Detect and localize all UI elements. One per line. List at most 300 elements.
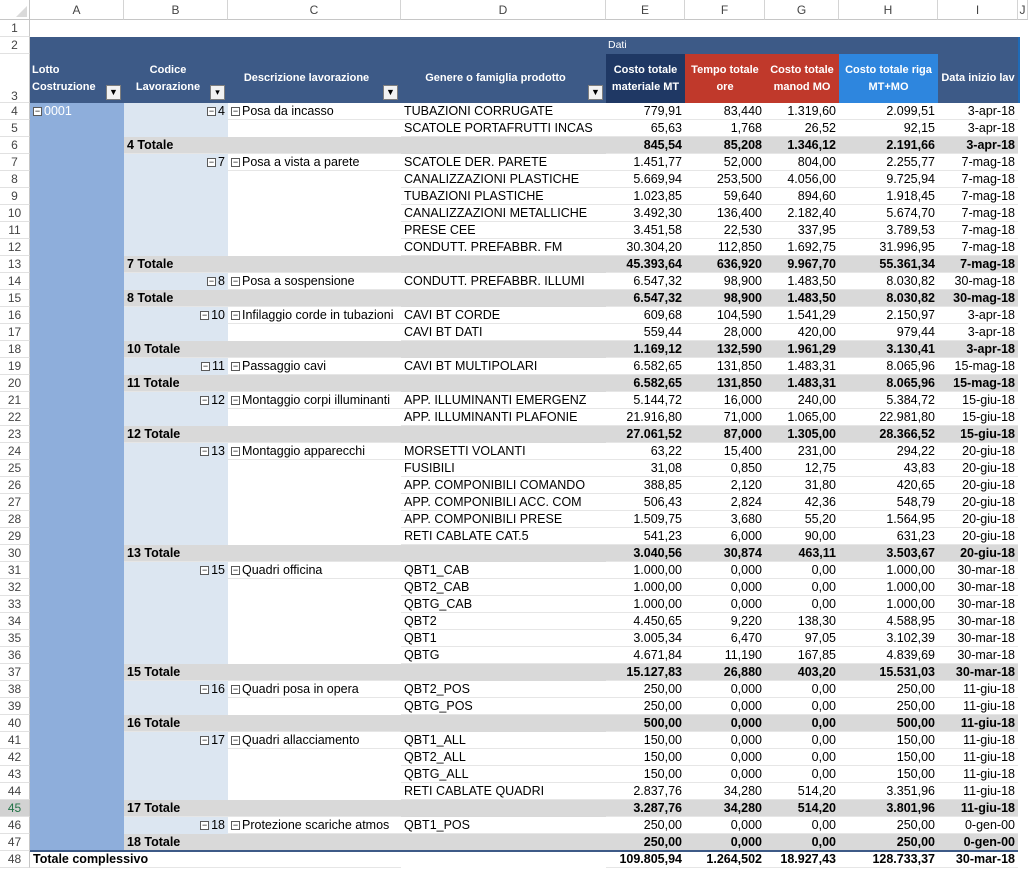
row-header[interactable]: 22: [0, 409, 30, 426]
value-cell-data: 20-giu-18: [938, 443, 1018, 460]
filter-dropdown-icon[interactable]: ▼: [106, 85, 121, 100]
value-cell-mo: 514,20: [765, 800, 839, 817]
value-cell-mo: 0,00: [765, 579, 839, 596]
descrizione-cell: [228, 273, 401, 290]
value-cell-mo: 18.927,43: [765, 851, 839, 868]
value-cell-tempo: 104,590: [685, 307, 765, 324]
row-header[interactable]: 37: [0, 664, 30, 681]
collapse-toggle-icon[interactable]: −: [232, 735, 239, 746]
collapse-toggle-icon[interactable]: −: [201, 446, 208, 457]
value-cell-data: 11-giu-18: [938, 698, 1018, 715]
subtotal-label: 17 Totale: [124, 800, 401, 817]
genere-cell: RETI CABLATE CAT.5: [401, 528, 606, 545]
codice-cell: [124, 817, 228, 834]
value-cell-data: 20-giu-18: [938, 494, 1018, 511]
value-cell-mt: 21.916,80: [606, 409, 685, 426]
row-header[interactable]: 45: [0, 800, 30, 817]
genere-cell: APP. COMPONIBILI PRESE: [401, 511, 606, 528]
active-cell-edge: [1018, 37, 1028, 103]
descrizione-value: Infilaggio corde in tubazioni: [242, 308, 394, 322]
row-header[interactable]: 29: [0, 528, 30, 545]
select-all-corner[interactable]: [0, 0, 30, 20]
value-cell-mo: 0,00: [765, 766, 839, 783]
descrizione-value: Protezione scariche atmos: [242, 818, 390, 832]
value-cell-mt: 3.040,56: [606, 545, 685, 562]
value-cell-mt: 388,85: [606, 477, 685, 494]
value-cell-riga: 5.384,72: [839, 392, 938, 409]
lotto-value: [30, 103, 124, 120]
value-cell-mt: 4.450,65: [606, 613, 685, 630]
row-header[interactable]: 26: [0, 477, 30, 494]
value-cell-data: 3-apr-18: [938, 324, 1018, 341]
value-cell-tempo: 1.264,502: [685, 851, 765, 868]
row-header[interactable]: 12: [0, 239, 30, 256]
row-header[interactable]: 10: [0, 205, 30, 222]
value-cell-tempo: 0,000: [685, 579, 765, 596]
value-cell-mo: 0,00: [765, 834, 839, 851]
value-cell-data: 7-mag-18: [938, 205, 1018, 222]
row-header[interactable]: 20: [0, 375, 30, 392]
value-cell-data: 3-apr-18: [938, 137, 1018, 154]
collapse-toggle-icon[interactable]: −: [201, 684, 208, 695]
header-costo-riga: Costo totale riga MT+MO: [839, 54, 938, 103]
row-header[interactable]: 32: [0, 579, 30, 596]
column-header-g[interactable]: G: [765, 0, 839, 20]
codice-value: 4: [218, 104, 225, 118]
collapse-toggle-icon[interactable]: −: [201, 735, 208, 746]
collapse-toggle-icon[interactable]: −: [208, 106, 215, 117]
genere-cell: QBT1_ALL: [401, 732, 606, 749]
value-cell-data: 11-giu-18: [938, 732, 1018, 749]
value-cell-mt: 250,00: [606, 834, 685, 851]
value-cell-tempo: 0,000: [685, 698, 765, 715]
row-header[interactable]: 35: [0, 630, 30, 647]
codice-cell: [124, 358, 228, 375]
column-header-j[interactable]: J: [1018, 0, 1028, 20]
row-header[interactable]: 28: [0, 511, 30, 528]
value-cell-riga: 3.130,41: [839, 341, 938, 358]
subtotal-label: 7 Totale: [124, 256, 401, 273]
column-header-d[interactable]: D: [401, 0, 606, 20]
genere-cell: QBT2_POS: [401, 681, 606, 698]
collapse-toggle-icon[interactable]: −: [232, 820, 239, 831]
row-header[interactable]: 7: [0, 154, 30, 171]
row-header[interactable]: 15: [0, 290, 30, 307]
genere-cell: CAVI BT DATI: [401, 324, 606, 341]
value-cell-mo: 1.483,31: [765, 358, 839, 375]
descrizione-cell: [228, 562, 401, 579]
lotto-column-fill: [30, 103, 124, 851]
value-cell-mo: 31,80: [765, 477, 839, 494]
dati-label: Dati: [608, 39, 627, 51]
genere-cell: QBT1_POS: [401, 817, 606, 834]
row-header[interactable]: 24: [0, 443, 30, 460]
descrizione-cell: [228, 103, 401, 120]
value-cell-tempo: 131,850: [685, 375, 765, 392]
value-cell-data: 30-mar-18: [938, 596, 1018, 613]
header-tempo: Tempo totale ore: [685, 54, 765, 103]
row-header[interactable]: 2: [0, 37, 30, 54]
value-cell-tempo: 636,920: [685, 256, 765, 273]
row-header[interactable]: 33: [0, 596, 30, 613]
header-data: Data inizio lav: [938, 54, 1018, 103]
row-header[interactable]: 14: [0, 273, 30, 290]
genere-cell: QBT2_CAB: [401, 579, 606, 596]
descrizione-value: Posa a vista a parete: [242, 155, 360, 169]
row-header[interactable]: 11: [0, 222, 30, 239]
codice-value: 11: [212, 359, 225, 373]
row-header[interactable]: 41: [0, 732, 30, 749]
value-cell-mo: 9.967,70: [765, 256, 839, 273]
value-cell-mo: 12,75: [765, 460, 839, 477]
value-cell-tempo: 34,280: [685, 783, 765, 800]
value-cell-riga: 250,00: [839, 834, 938, 851]
genere-cell: MORSETTI VOLANTI: [401, 443, 606, 460]
genere-cell: TUBAZIONI PLASTICHE: [401, 188, 606, 205]
descrizione-value: Passaggio cavi: [242, 359, 327, 373]
codice-cell: [124, 562, 228, 579]
value-cell-tempo: 0,000: [685, 715, 765, 732]
row-header[interactable]: 8: [0, 171, 30, 188]
value-cell-tempo: 6,000: [685, 528, 765, 545]
codice-value: 17: [211, 733, 225, 747]
value-cell-tempo: 253,500: [685, 171, 765, 188]
collapse-toggle-icon[interactable]: −: [208, 276, 215, 287]
column-header-e[interactable]: E: [606, 0, 685, 20]
collapse-toggle-icon[interactable]: −: [232, 106, 239, 117]
value-cell-mo: 0,00: [765, 732, 839, 749]
value-cell-riga: 8.030,82: [839, 273, 938, 290]
value-cell-mt: 6.582,65: [606, 375, 685, 392]
collapse-toggle-icon[interactable]: −: [232, 395, 239, 406]
value-cell-mt: 1.000,00: [606, 579, 685, 596]
column-header-a[interactable]: A: [30, 0, 124, 20]
descrizione-cell: [228, 154, 401, 171]
value-cell-mo: 42,36: [765, 494, 839, 511]
collapse-toggle-icon[interactable]: −: [232, 361, 239, 372]
value-cell-mt: 3.287,76: [606, 800, 685, 817]
value-cell-tempo: 28,000: [685, 324, 765, 341]
value-cell-data: 30-mag-18: [938, 290, 1018, 307]
value-cell-mo: 55,20: [765, 511, 839, 528]
value-cell-mo: 1.692,75: [765, 239, 839, 256]
descrizione-value: Quadri allacciamento: [242, 733, 360, 747]
value-cell-tempo: 52,000: [685, 154, 765, 171]
value-cell-mt: 1.169,12: [606, 341, 685, 358]
sort-dropdown-icon[interactable]: ▾: [210, 85, 225, 100]
genere-cell: QBT1: [401, 630, 606, 647]
value-cell-riga: 4.588,95: [839, 613, 938, 630]
value-cell-mo: 1.319,60: [765, 103, 839, 120]
value-cell-mt: 2.837,76: [606, 783, 685, 800]
value-cell-riga: 150,00: [839, 766, 938, 783]
row-header[interactable]: 47: [0, 834, 30, 851]
value-cell-data: 7-mag-18: [938, 154, 1018, 171]
value-cell-data: 7-mag-18: [938, 222, 1018, 239]
value-cell-mo: 420,00: [765, 324, 839, 341]
value-cell-riga: 8.065,96: [839, 358, 938, 375]
value-cell-data: 20-giu-18: [938, 477, 1018, 494]
codice-value: 13: [211, 444, 225, 458]
value-cell-tempo: 22,530: [685, 222, 765, 239]
value-cell-mo: 1.305,00: [765, 426, 839, 443]
collapse-toggle-icon[interactable]: −: [201, 395, 208, 406]
value-cell-mo: 1.483,31: [765, 375, 839, 392]
value-cell-mt: 150,00: [606, 766, 685, 783]
value-cell-tempo: 59,640: [685, 188, 765, 205]
filter-dropdown-icon[interactable]: ▼: [383, 85, 398, 100]
value-cell-mo: 894,60: [765, 188, 839, 205]
value-cell-riga: 1.000,00: [839, 579, 938, 596]
collapse-toggle-icon[interactable]: −: [232, 684, 239, 695]
value-cell-tempo: 83,440: [685, 103, 765, 120]
value-cell-riga: 8.065,96: [839, 375, 938, 392]
value-cell-mo: 26,52: [765, 120, 839, 137]
collapse-toggle-icon[interactable]: −: [232, 446, 239, 457]
value-cell-mo: 0,00: [765, 749, 839, 766]
collapse-toggle-icon[interactable]: −: [232, 276, 239, 287]
header-descrizione: Descrizione lavorazione: [243, 72, 370, 84]
row-header[interactable]: 36: [0, 647, 30, 664]
row-header[interactable]: 5: [0, 120, 30, 137]
value-cell-mt: 3.451,58: [606, 222, 685, 239]
value-cell-tempo: 16,000: [685, 392, 765, 409]
row-header[interactable]: 3: [0, 54, 30, 103]
value-cell-riga: 92,15: [839, 120, 938, 137]
value-cell-mo: 1.346,12: [765, 137, 839, 154]
value-cell-data: 30-mar-18: [938, 630, 1018, 647]
value-cell-tempo: 0,000: [685, 766, 765, 783]
row-header[interactable]: 19: [0, 358, 30, 375]
value-cell-mo: 0,00: [765, 681, 839, 698]
value-cell-data: 15-mag-18: [938, 375, 1018, 392]
value-cell-tempo: 0,000: [685, 732, 765, 749]
codice-value: 15: [211, 563, 225, 577]
collapse-toggle-icon[interactable]: −: [232, 565, 239, 576]
row-header[interactable]: 42: [0, 749, 30, 766]
row-header[interactable]: 44: [0, 783, 30, 800]
genere-cell: CONDUTT. PREFABBR. ILLUMI: [401, 273, 606, 290]
value-cell-data: 7-mag-18: [938, 188, 1018, 205]
value-cell-tempo: 9,220: [685, 613, 765, 630]
row-header[interactable]: 30: [0, 545, 30, 562]
codice-value: 7: [218, 155, 225, 169]
row-header[interactable]: 6: [0, 137, 30, 154]
value-cell-riga: 3.503,67: [839, 545, 938, 562]
subtotal-label: 4 Totale: [124, 137, 401, 154]
header-costo-mt: Costo totale materiale MT: [606, 54, 685, 103]
value-cell-riga: 250,00: [839, 817, 938, 834]
value-cell-riga: 5.674,70: [839, 205, 938, 222]
collapse-toggle-icon[interactable]: −: [202, 361, 209, 372]
subtotal-label: 12 Totale: [124, 426, 401, 443]
value-cell-mo: 403,20: [765, 664, 839, 681]
value-cell-data: 3-apr-18: [938, 103, 1018, 120]
value-cell-riga: 9.725,94: [839, 171, 938, 188]
row-header[interactable]: 21: [0, 392, 30, 409]
row-header[interactable]: 23: [0, 426, 30, 443]
value-cell-riga: 150,00: [839, 732, 938, 749]
filter-dropdown-icon[interactable]: ▼: [588, 85, 603, 100]
row-header[interactable]: 27: [0, 494, 30, 511]
collapse-toggle-icon[interactable]: −: [201, 310, 208, 321]
collapse-toggle-icon[interactable]: −: [208, 157, 215, 168]
value-cell-mt: 5.669,94: [606, 171, 685, 188]
value-cell-data: 15-giu-18: [938, 426, 1018, 443]
value-cell-mt: 5.144,72: [606, 392, 685, 409]
subtotal-label: 10 Totale: [124, 341, 401, 358]
value-cell-mo: 0,00: [765, 596, 839, 613]
genere-cell: QBT2_ALL: [401, 749, 606, 766]
row-header[interactable]: 48: [0, 851, 30, 868]
value-cell-data: 30-mar-18: [938, 562, 1018, 579]
value-cell-data: 0-gen-00: [938, 817, 1018, 834]
subtotal-label: 16 Totale: [124, 715, 401, 732]
value-cell-riga: 28.366,52: [839, 426, 938, 443]
row-header[interactable]: 16: [0, 307, 30, 324]
value-cell-tempo: 6,470: [685, 630, 765, 647]
value-cell-riga: 1.000,00: [839, 562, 938, 579]
value-cell-mo: 240,00: [765, 392, 839, 409]
value-cell-data: 11-giu-18: [938, 715, 1018, 732]
header-codice: Codice Lavorazione: [135, 63, 201, 93]
value-cell-riga: 3.789,53: [839, 222, 938, 239]
value-cell-mt: 845,54: [606, 137, 685, 154]
value-cell-data: 7-mag-18: [938, 171, 1018, 188]
genere-cell: APP. COMPONIBILI ACC. COM: [401, 494, 606, 511]
header-genere: Genere o famiglia prodotto: [425, 72, 566, 84]
genere-cell: APP. ILLUMINANTI EMERGENZ: [401, 392, 606, 409]
row-header[interactable]: 13: [0, 256, 30, 273]
column-header-i[interactable]: I: [938, 0, 1018, 20]
value-cell-riga: 128.733,37: [839, 851, 938, 868]
value-cell-mt: 250,00: [606, 817, 685, 834]
value-cell-data: 15-mag-18: [938, 358, 1018, 375]
value-cell-riga: 2.099,51: [839, 103, 938, 120]
value-cell-mt: 27.061,52: [606, 426, 685, 443]
value-cell-tempo: 2,120: [685, 477, 765, 494]
value-cell-mt: 150,00: [606, 749, 685, 766]
value-cell-mt: 1.000,00: [606, 596, 685, 613]
genere-cell: RETI CABLATE QUADRI: [401, 783, 606, 800]
row-header[interactable]: 39: [0, 698, 30, 715]
value-cell-tempo: 0,000: [685, 834, 765, 851]
row-header[interactable]: 18: [0, 341, 30, 358]
descrizione-cell: [228, 681, 401, 698]
value-cell-data: 11-giu-18: [938, 681, 1018, 698]
value-cell-mo: 0,00: [765, 698, 839, 715]
value-cell-riga: 979,44: [839, 324, 938, 341]
row-header[interactable]: 34: [0, 613, 30, 630]
value-cell-mt: 779,91: [606, 103, 685, 120]
value-cell-riga: 15.531,03: [839, 664, 938, 681]
genere-cell: QBTG_ALL: [401, 766, 606, 783]
genere-cell: CANALIZZAZIONI METALLICHE: [401, 205, 606, 222]
value-cell-riga: 4.839,69: [839, 647, 938, 664]
genere-cell: PRESE CEE: [401, 222, 606, 239]
value-cell-riga: 548,79: [839, 494, 938, 511]
value-cell-data: 0-gen-00: [938, 834, 1018, 851]
value-cell-mo: 0,00: [765, 817, 839, 834]
codice-cell: [124, 103, 228, 120]
column-header-b[interactable]: B: [124, 0, 228, 20]
value-cell-mt: 1.023,85: [606, 188, 685, 205]
codice-value: 16: [211, 682, 225, 696]
value-cell-riga: 250,00: [839, 681, 938, 698]
descrizione-cell: [228, 307, 401, 324]
value-cell-tempo: 98,900: [685, 273, 765, 290]
value-cell-data: 11-giu-18: [938, 766, 1018, 783]
value-cell-riga: 3.351,96: [839, 783, 938, 800]
row-header[interactable]: 38: [0, 681, 30, 698]
value-cell-mo: 90,00: [765, 528, 839, 545]
value-cell-mo: 1.483,50: [765, 290, 839, 307]
value-cell-data: 11-giu-18: [938, 800, 1018, 817]
genere-cell: SCATOLE PORTAFRUTTI INCAS: [401, 120, 606, 137]
row-header[interactable]: 4: [0, 103, 30, 120]
value-cell-riga: 2.191,66: [839, 137, 938, 154]
value-cell-mo: 1.483,50: [765, 273, 839, 290]
value-cell-mo: 1.541,29: [765, 307, 839, 324]
collapse-toggle-icon[interactable]: −: [232, 157, 239, 168]
column-header-f[interactable]: F: [685, 0, 765, 20]
value-cell-mo: 1.065,00: [765, 409, 839, 426]
column-header-c[interactable]: C: [228, 0, 401, 20]
row-header[interactable]: 1: [0, 20, 30, 37]
codice-value: 12: [211, 393, 225, 407]
collapse-toggle-icon[interactable]: −: [201, 820, 208, 831]
row-header[interactable]: 9: [0, 188, 30, 205]
row-header[interactable]: 31: [0, 562, 30, 579]
value-cell-mt: 500,00: [606, 715, 685, 732]
value-cell-mt: 6.547,32: [606, 290, 685, 307]
row-header[interactable]: 43: [0, 766, 30, 783]
row-header[interactable]: 17: [0, 324, 30, 341]
value-cell-tempo: 11,190: [685, 647, 765, 664]
collapse-toggle-icon[interactable]: −: [201, 565, 208, 576]
value-cell-tempo: 3,680: [685, 511, 765, 528]
row-header[interactable]: 46: [0, 817, 30, 834]
value-cell-mt: 1.000,00: [606, 562, 685, 579]
value-cell-riga: 250,00: [839, 698, 938, 715]
genere-cell: APP. ILLUMINANTI PLAFONIE: [401, 409, 606, 426]
value-cell-mt: 559,44: [606, 324, 685, 341]
value-cell-mt: 1.509,75: [606, 511, 685, 528]
value-cell-mo: 167,85: [765, 647, 839, 664]
value-cell-mo: 0,00: [765, 715, 839, 732]
value-cell-data: 15-giu-18: [938, 392, 1018, 409]
value-cell-mo: 2.182,40: [765, 205, 839, 222]
collapse-toggle-icon[interactable]: −: [34, 106, 41, 117]
value-cell-riga: 3.801,96: [839, 800, 938, 817]
value-cell-riga: 31.996,95: [839, 239, 938, 256]
value-cell-data: 3-apr-18: [938, 307, 1018, 324]
value-cell-riga: 3.102,39: [839, 630, 938, 647]
value-cell-data: 7-mag-18: [938, 256, 1018, 273]
value-cell-data: 3-apr-18: [938, 120, 1018, 137]
value-cell-riga: 1.564,95: [839, 511, 938, 528]
column-header-h[interactable]: H: [839, 0, 938, 20]
value-cell-data: 20-giu-18: [938, 460, 1018, 477]
codice-cell: [124, 681, 228, 698]
value-cell-riga: 150,00: [839, 749, 938, 766]
value-cell-mt: 6.582,65: [606, 358, 685, 375]
genere-cell: QBT1_CAB: [401, 562, 606, 579]
value-cell-data: 20-giu-18: [938, 545, 1018, 562]
row-header[interactable]: 25: [0, 460, 30, 477]
collapse-toggle-icon[interactable]: −: [232, 310, 239, 321]
row-header[interactable]: 40: [0, 715, 30, 732]
